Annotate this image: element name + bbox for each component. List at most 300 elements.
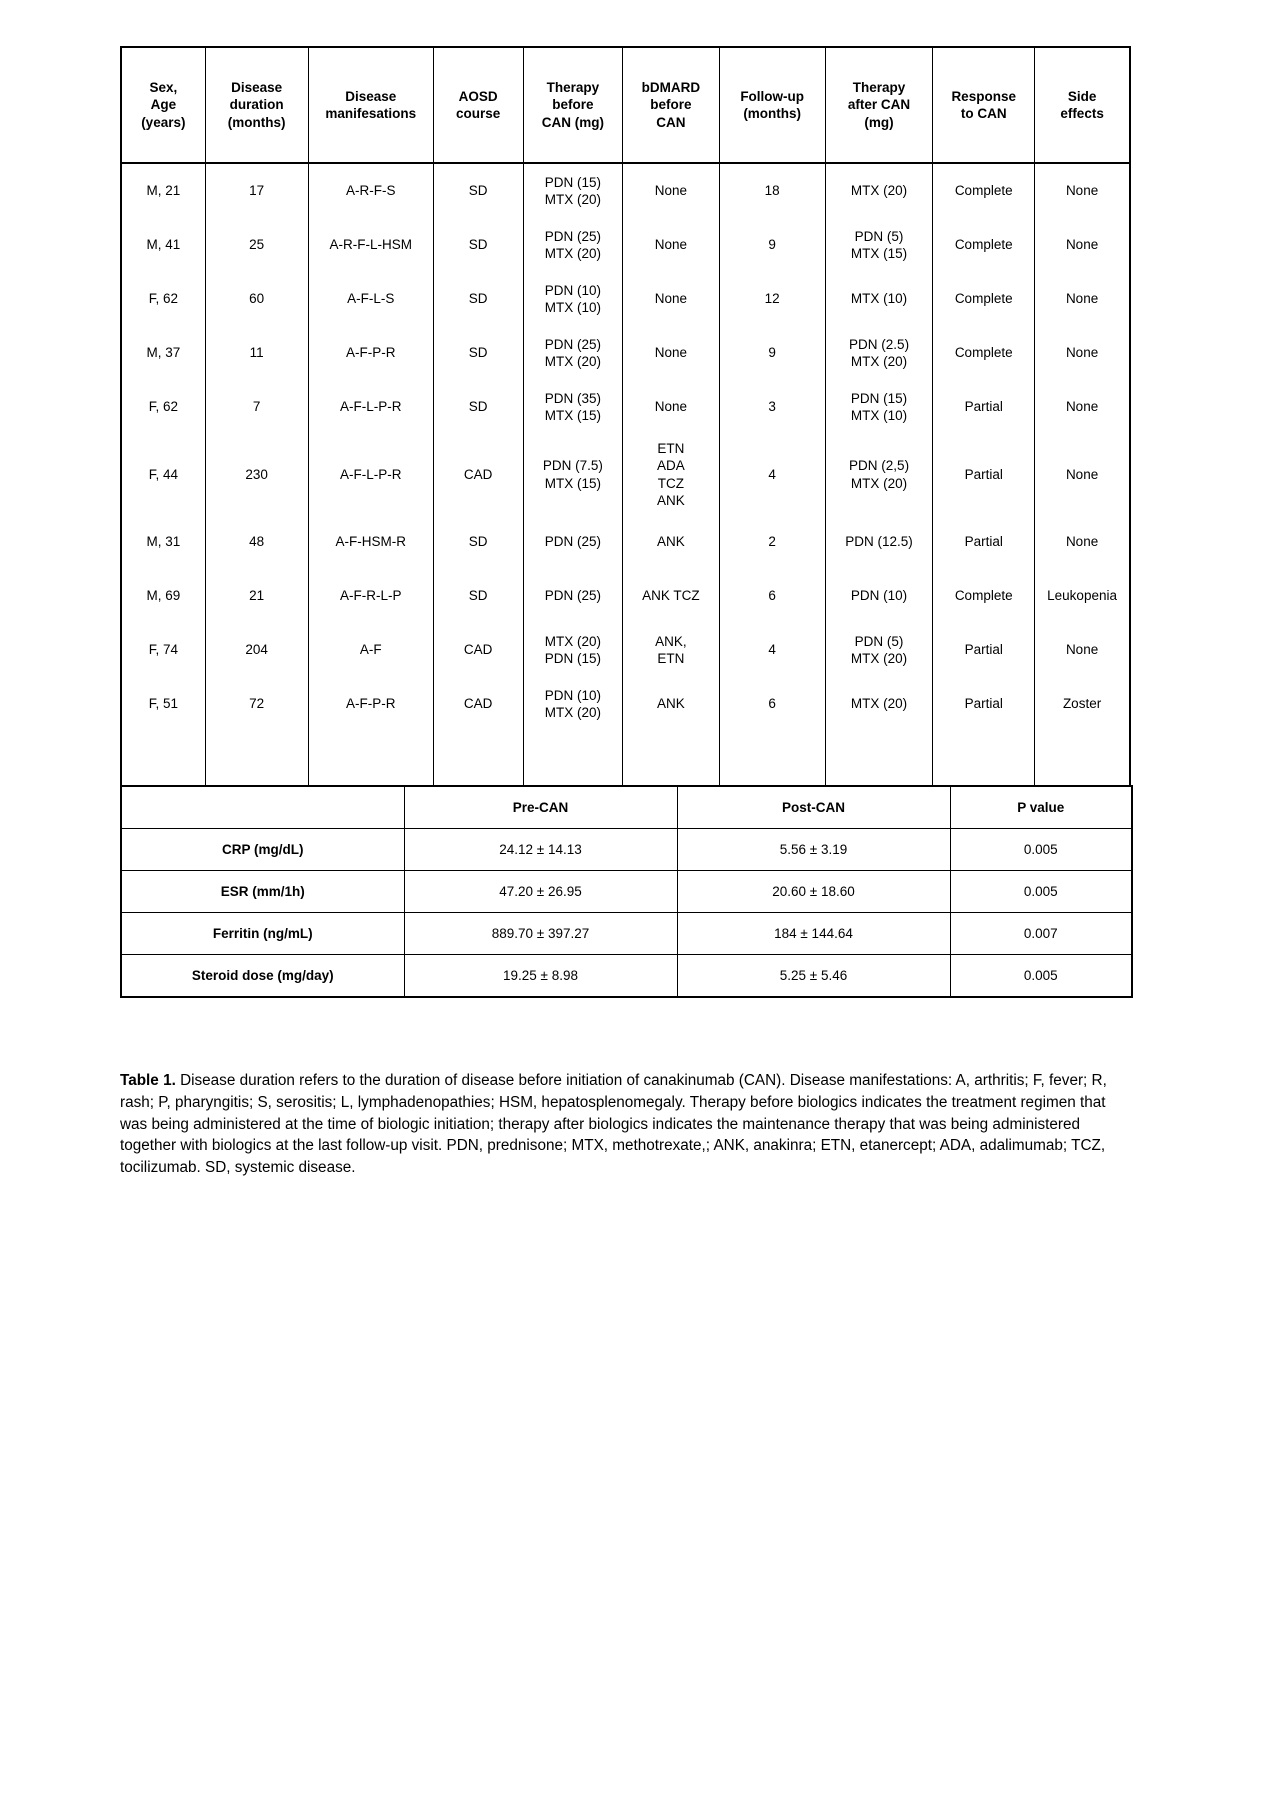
cell-line: None [654,399,687,415]
cell-duration [205,326,308,380]
table-header [121,47,1130,163]
cell-line: 2 [768,534,776,550]
column-header-followup [719,47,825,163]
cell-manifestations [308,272,433,326]
cell-response [933,163,1035,218]
cell-line: 3 [768,399,776,415]
cell-line: ANK TCZ [642,588,700,604]
cell-line: MTX (20) [544,354,601,369]
spacer-cell [825,731,932,785]
spacer-cell [121,731,205,785]
header-line: Age [150,97,177,113]
cell-bdmard-before [623,272,719,326]
cell-followup [719,515,825,569]
spacer-cell [433,731,523,785]
cell-bdmard-before [623,326,719,380]
cell-course [433,677,523,731]
cell-therapy-before [523,380,623,434]
cell-line: F, 44 [148,466,178,482]
cell-therapy-before [523,623,623,677]
summary-row-label: CRP (mg/dL) [121,829,404,871]
cell-line: PDN (10) [544,282,601,298]
cell-line: PDN (25) [544,336,601,352]
cell-line: PDN (15) [544,651,601,667]
summary-pre-value: 889.70 ± 397.27 [404,913,677,955]
cell-line: F, 62 [148,399,178,415]
cell-line: MTX (15) [544,475,601,491]
header-line: manifesations [325,106,417,121]
cell-response [933,623,1035,677]
cell-response [933,515,1035,569]
header-line: Therapy [546,80,600,96]
cell-followup [719,218,825,272]
cell-followup [719,677,825,731]
header-line: CAN [656,114,686,130]
cell-manifestations [308,623,433,677]
cell-duration [205,272,308,326]
cell-line: SD [468,534,488,550]
cell-line: PDN (25) [544,588,601,604]
header-line: effects [1060,106,1104,121]
cell-line: None [654,237,687,253]
cell-response [933,434,1035,515]
cell-line: 6 [768,588,776,604]
cell-line: F, 62 [148,291,178,307]
cell-line: ANK [656,696,685,712]
cell-course [433,272,523,326]
cell-course [433,434,523,515]
table-spacer-row [121,731,1130,785]
cell-line: SD [468,291,488,307]
cell-line: 4 [768,642,776,658]
cell-side-effects [1035,434,1130,515]
cell-line: A-R-F-S [345,183,396,199]
summary-row-label: ESR (mm/1h) [121,871,404,913]
cell-line: Partial [964,696,1003,712]
cell-course [433,326,523,380]
cell-line: CAD [463,642,493,658]
cell-line: Complete [954,345,1013,361]
column-header-therapy-after-can [825,47,932,163]
cell-line: None [654,291,687,307]
cell-sex-age [121,218,205,272]
cell-line: None [1065,399,1099,415]
cell-line: None [1065,291,1099,307]
spacer-cell [308,731,433,785]
header-line: CAN (mg) [541,114,604,130]
cell-bdmard-before [623,380,719,434]
column-header-bdmard-before-can [623,47,719,163]
cell-line: CAD [463,466,493,482]
table-row [121,515,1130,569]
cell-line: MTX (20) [850,183,908,199]
cell-line: MTX (20) [850,651,908,667]
cell-therapy-after [825,623,932,677]
cell-duration [205,434,308,515]
cell-therapy-before [523,272,623,326]
cell-line: None [1065,642,1099,658]
cell-line: 17 [249,183,265,199]
cell-manifestations [308,163,433,218]
cell-line: ANK [656,492,685,508]
cell-line: 60 [249,291,265,307]
cell-line: MTX (20) [850,696,908,712]
cell-therapy-after [825,569,932,623]
cell-line: MTX (10) [850,291,908,307]
cell-line: 25 [249,237,265,253]
cell-line: Complete [954,237,1013,253]
cell-line: A-R-F-L-HSM [329,237,412,253]
cell-line: M, 41 [146,237,181,253]
header-line: Follow-up [740,88,805,104]
cell-side-effects [1035,380,1130,434]
cell-duration [205,623,308,677]
cell-line: 18 [764,183,780,199]
cell-sex-age [121,623,205,677]
cell-line: MTX (20) [544,246,601,261]
cell-line: MTX (20) [544,192,601,207]
cell-course [433,623,523,677]
summary-p-value: 0.005 [950,829,1132,871]
cell-line: None [1065,466,1099,482]
cell-line: PDN (15) [544,174,601,190]
header-line: (years) [141,114,186,130]
header-line: Side [1067,88,1097,104]
cell-line: MTX (15) [850,246,908,261]
cell-line: SD [468,588,488,604]
cell-line: PDN (25) [544,228,601,244]
cell-line: F, 74 [148,642,178,658]
cell-sex-age [121,434,205,515]
summary-pre-value: 47.20 ± 26.95 [404,871,677,913]
spacer-cell [719,731,825,785]
cell-line: PDN (15) [850,390,908,406]
header-line: Disease [345,88,397,104]
cell-therapy-before [523,677,623,731]
cell-followup [719,272,825,326]
cell-line: Partial [964,534,1003,550]
table-row [121,218,1130,272]
cell-side-effects [1035,272,1130,326]
cell-side-effects [1035,218,1130,272]
cell-manifestations [308,380,433,434]
table-header-row [121,47,1130,163]
cell-line: CAD [463,696,493,712]
cell-course [433,569,523,623]
summary-p-value: 0.007 [950,913,1132,955]
cell-line: 230 [245,466,268,482]
cell-response [933,677,1035,731]
cell-line: Complete [954,183,1013,199]
header-line: before [552,97,594,113]
cell-duration [205,163,308,218]
cell-line: Partial [964,642,1003,658]
cell-line: PDN (5) [854,633,904,649]
cell-manifestations [308,326,433,380]
cell-side-effects [1035,326,1130,380]
table-row [121,326,1130,380]
cell-bdmard-before [623,515,719,569]
cell-line: 9 [768,237,776,253]
cell-line: 12 [764,291,780,307]
cell-therapy-after [825,434,932,515]
spacer-cell [623,731,719,785]
header-line: Response [951,88,1016,104]
cell-line: A-F-L-P-R [339,399,402,415]
table-row [121,623,1130,677]
cell-line: PDN (10) [544,687,601,703]
cell-line: 48 [249,534,265,550]
summary-pre-value: 24.12 ± 14.13 [404,829,677,871]
caption-text: Disease duration refers to the duration of disease before initiation of canakinumab (CAN). Disease manifestations: A, arthritis; F, fever; R, rash; P, pharyngitis; S, serositis; L, lymphadenopathies; HSM, hepatosplenomegaly. Therapy before biologics indicates the treatment regimen that was being administered at the time of biologic initiation; therapy after biologics indicates the maintenance therapy that was being administered together with biologics at the last follow-up visit. PDN, prednisone; MTX, methotrexate,; ANK, anakinra; ETN, etanercept; ADA, adalimumab; TCZ, tocilizumab. SD, systemic disease. [120,1072,1107,1176]
cell-manifestations [308,434,433,515]
cell-side-effects [1035,623,1130,677]
cell-line: ETN [657,441,685,456]
cell-line: None [1065,345,1099,361]
cell-duration [205,515,308,569]
column-header-response-to-can [933,47,1035,163]
cell-therapy-before [523,163,623,218]
summary-row-label: Ferritin (ng/mL) [121,913,404,955]
cell-line: MTX (10) [544,300,601,315]
cell-response [933,272,1035,326]
table-row [121,434,1130,515]
cell-duration [205,677,308,731]
spacer-cell [933,731,1035,785]
cell-line: Complete [954,588,1013,604]
summary-header-blank [121,786,404,829]
column-header-disease-manifestations [308,47,433,163]
cell-line: MTX (20) [850,354,908,369]
header-line: after CAN [847,97,911,113]
cell-followup [719,326,825,380]
cell-side-effects [1035,569,1130,623]
cell-response [933,218,1035,272]
column-header-aosd-course [433,47,523,163]
cell-line: ETN [657,651,685,667]
cell-line: M, 69 [146,588,181,604]
cell-line: 204 [245,642,268,658]
cell-response [933,326,1035,380]
cell-line: PDN (7.5) [542,458,603,474]
cell-line: MTX (20) [850,475,908,491]
cell-bdmard-before [623,677,719,731]
cell-line: 11 [249,345,264,361]
summary-header-row [121,786,1132,829]
cell-line: M, 31 [146,534,181,550]
column-header-sex-age [121,47,205,163]
cell-sex-age [121,326,205,380]
cell-bdmard-before [623,163,719,218]
table-row [121,677,1130,731]
cell-sex-age [121,380,205,434]
cell-line: SD [468,345,488,361]
cell-duration [205,569,308,623]
cell-line: PDN (12.5) [845,534,913,550]
cell-line: A-F-R-L-P [339,588,402,604]
cell-line: PDN (5) [854,228,904,244]
lab-parameters-summary-table [120,785,1133,998]
cell-line: PDN (2.5) [849,336,910,352]
cell-manifestations [308,218,433,272]
table-caption [120,1070,1130,1179]
cell-line: 72 [249,696,265,712]
cell-therapy-after [825,326,932,380]
cell-therapy-after [825,163,932,218]
cell-therapy-before [523,326,623,380]
cell-line: MTX (20) [544,705,601,721]
cell-followup [719,569,825,623]
cell-course [433,380,523,434]
column-header-disease-duration [205,47,308,163]
cell-course [433,218,523,272]
cell-duration [205,218,308,272]
summary-p-value: 0.005 [950,871,1132,913]
cell-followup [719,434,825,515]
cell-line: None [1065,183,1099,199]
cell-line: PDN (35) [544,390,601,406]
summary-row [121,955,1132,998]
cell-line: A-F [359,642,382,658]
cell-course [433,163,523,218]
cell-line: 7 [252,399,261,415]
cell-followup [719,380,825,434]
cell-line: A-F-L-P-R [339,466,402,482]
cell-line: A-F-P-R [345,345,396,361]
cell-therapy-before [523,569,623,623]
cell-therapy-before [523,434,623,515]
table-body [121,163,1130,785]
table-row [121,380,1130,434]
summary-row [121,871,1132,913]
cell-therapy-after [825,272,932,326]
cell-followup [719,623,825,677]
cell-line: TCZ [657,475,684,491]
header-line: (months) [227,114,286,130]
summary-post-value: 5.25 ± 5.46 [677,955,950,998]
cell-followup [719,163,825,218]
cell-bdmard-before [623,434,719,515]
summary-pre-value: 19.25 ± 8.98 [404,955,677,998]
summary-header-pre-can: Pre-CAN [404,786,677,829]
cell-line: Partial [964,466,1003,482]
cell-line: SD [468,399,488,415]
spacer-cell [523,731,623,785]
cell-line: 21 [249,588,265,604]
header-line: course [456,106,501,121]
header-line: Therapy [852,80,906,96]
cell-line: SD [468,237,488,253]
cell-response [933,380,1035,434]
cell-manifestations [308,569,433,623]
cell-line: None [1065,237,1099,253]
cell-line: 6 [768,696,776,712]
cell-therapy-after [825,515,932,569]
header-line: duration [229,97,284,113]
cell-line: SD [468,183,488,199]
cell-line: A-F-HSM-R [335,534,406,550]
cell-line: PDN (25) [544,534,601,550]
cell-sex-age [121,272,205,326]
cell-side-effects [1035,515,1130,569]
cell-therapy-before [523,515,623,569]
cell-side-effects [1035,163,1130,218]
summary-post-value: 5.56 ± 3.19 [677,829,950,871]
summary-post-value: 184 ± 144.64 [677,913,950,955]
header-line: Disease [231,80,283,96]
cell-therapy-before [523,218,623,272]
cell-duration [205,380,308,434]
cell-line: F, 51 [148,696,178,712]
header-line: AOSD [458,88,498,104]
cell-course [433,515,523,569]
cell-line: Leukopenia [1047,588,1117,604]
cell-line: ANK [656,534,685,550]
cell-line: None [654,345,687,361]
summary-row-label: Steroid dose (mg/day) [121,955,404,998]
cell-line: MTX (20) [544,633,601,649]
cell-sex-age [121,515,205,569]
cell-line: ANK, [655,633,687,649]
cell-line: MTX (10) [850,408,908,423]
table-row [121,272,1130,326]
header-line: before [650,97,692,113]
cell-line: Zoster [1062,696,1102,712]
header-line: (months) [743,106,802,121]
table-row [121,163,1130,218]
summary-post-value: 20.60 ± 18.60 [677,871,950,913]
cell-line: A-F-P-R [345,696,396,712]
cell-sex-age [121,569,205,623]
table-row [121,569,1130,623]
cell-bdmard-before [623,569,719,623]
cell-line: M, 37 [146,345,181,361]
header-line: bDMARD [641,80,701,96]
patient-characteristics-table [120,46,1131,785]
cell-sex-age [121,677,205,731]
cell-response [933,569,1035,623]
cell-sex-age [121,163,205,218]
cell-bdmard-before [623,623,719,677]
cell-line: Partial [964,399,1003,415]
cell-therapy-after [825,677,932,731]
cell-line: A-F-L-S [347,291,395,307]
header-line: Sex, [149,80,178,96]
cell-line: 4 [768,466,776,482]
summary-header-p-value: P value [950,786,1132,829]
cell-line: None [1065,534,1099,550]
summary-header-post-can: Post-CAN [677,786,950,829]
cell-line: ADA [656,458,685,474]
table-1-container [120,46,1160,998]
header-line: to CAN [960,106,1007,121]
cell-line: M, 21 [146,183,181,199]
cell-manifestations [308,515,433,569]
caption-label: Table 1. [120,1072,176,1090]
header-line: (mg) [864,114,894,130]
cell-line: MTX (15) [544,408,601,423]
cell-bdmard-before [623,218,719,272]
column-header-side-effects [1035,47,1130,163]
summary-row [121,913,1132,955]
cell-therapy-after [825,380,932,434]
cell-line: PDN (2,5) [849,458,910,474]
cell-line: PDN (10) [850,588,908,604]
column-header-therapy-before-can [523,47,623,163]
spacer-cell [1035,731,1130,785]
cell-side-effects [1035,677,1130,731]
summary-row [121,829,1132,871]
